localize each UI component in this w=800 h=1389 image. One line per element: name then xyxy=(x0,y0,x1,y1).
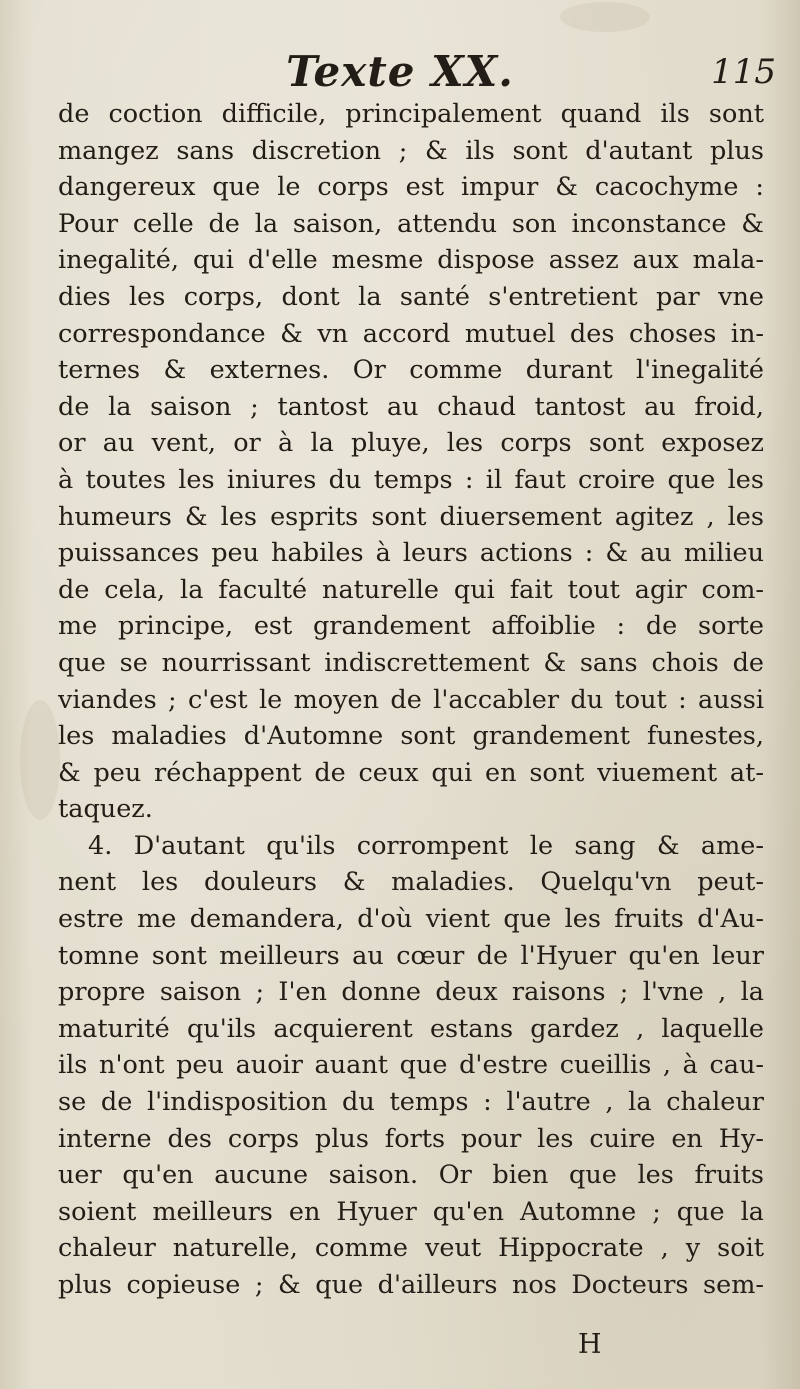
page-header xyxy=(0,44,800,104)
text-line: taquez. xyxy=(58,794,153,825)
text-line: uer qu'en aucune saison. Or bien que les fruits xyxy=(58,1160,764,1191)
text-line: les maladies d'Automne sont grandement funestes, xyxy=(58,721,764,752)
text-line: ternes & externes. Or comme durant l'inegalité xyxy=(58,355,764,386)
text-line: que se nourrissant indiscrettement & sans chois de xyxy=(58,647,764,678)
text-line: de cela, la faculté naturelle qui fait tout agir com- xyxy=(58,574,764,605)
text-line: humeurs & les esprits sont diuersement agitez , les xyxy=(58,501,764,532)
text-line: correspondance & vn accord mutuel des choses in- xyxy=(58,318,764,349)
page-number: 115 xyxy=(711,52,776,92)
text-line: Pour celle de la saison, attendu son inconstance & xyxy=(58,208,764,239)
text-line: or au vent, or à la pluye, les corps sont exposez xyxy=(58,428,764,459)
text-line: me principe, est grandement affoiblie : de sorte xyxy=(58,611,764,642)
text-line: mangez sans discretion ; & ils sont d'autant plus xyxy=(58,135,764,166)
body-text xyxy=(58,96,764,1304)
text-line: inegalité, qui d'elle mesme dispose assez aux mala- xyxy=(58,245,764,276)
paper-stain xyxy=(560,2,650,32)
text-line: nent les douleurs & maladies. Quelqu'vn peut- xyxy=(58,867,764,898)
text-line: plus copieuse ; & que d'ailleurs nos Docteurs sem- xyxy=(58,1270,764,1300)
text-line: viandes ; c'est le moyen de l'accabler du tout : aussi xyxy=(58,684,764,715)
text-line: à toutes les iniures du temps : il faut croire que les xyxy=(58,464,764,495)
text-line: tomne sont meilleurs au cœur de l'Hyuer qu'en leur xyxy=(58,940,764,971)
signature-mark: H xyxy=(578,1329,602,1360)
text-line: chaleur naturelle, comme veut Hippocrate , y soit xyxy=(58,1233,764,1264)
text-line: de la saison ; tantost au chaud tantost au froid, xyxy=(58,391,764,422)
text-line: & peu réchappent de ceux qui en sont viuement at- xyxy=(58,757,764,788)
paper-stain xyxy=(20,700,60,820)
text-line: estre me demandera, d'où vient que les fruits d'Au- xyxy=(58,904,764,935)
text-line: se de l'indisposition du temps : l'autre , la chaleur xyxy=(58,1087,764,1118)
text-line: soient meilleurs en Hyuer qu'en Automne ; que la xyxy=(58,1196,764,1227)
text-line: propre saison ; I'en donne deux raisons ; l'vne , la xyxy=(58,977,764,1008)
text-line: de coction difficile, principalement quand ils sont xyxy=(58,99,764,129)
text-line: dangereux que le corps est impur & cacochyme : xyxy=(58,172,764,203)
text-line: 4. D'autant qu'ils corrompent le sang & ame- xyxy=(88,830,764,861)
text-line: maturité qu'ils acquierent estans gardez , laquelle xyxy=(58,1013,764,1044)
text-line: ils n'ont peu auoir auant que d'estre cueillis , à cau- xyxy=(58,1050,764,1081)
text-line: dies les corps, dont la santé s'entretient par vne xyxy=(58,281,764,312)
text-line: puissances peu habiles à leurs actions : & au milieu xyxy=(58,538,764,569)
running-title: Texte XX. xyxy=(286,47,514,96)
text-line: interne des corps plus forts pour les cuire en Hy- xyxy=(58,1123,764,1154)
